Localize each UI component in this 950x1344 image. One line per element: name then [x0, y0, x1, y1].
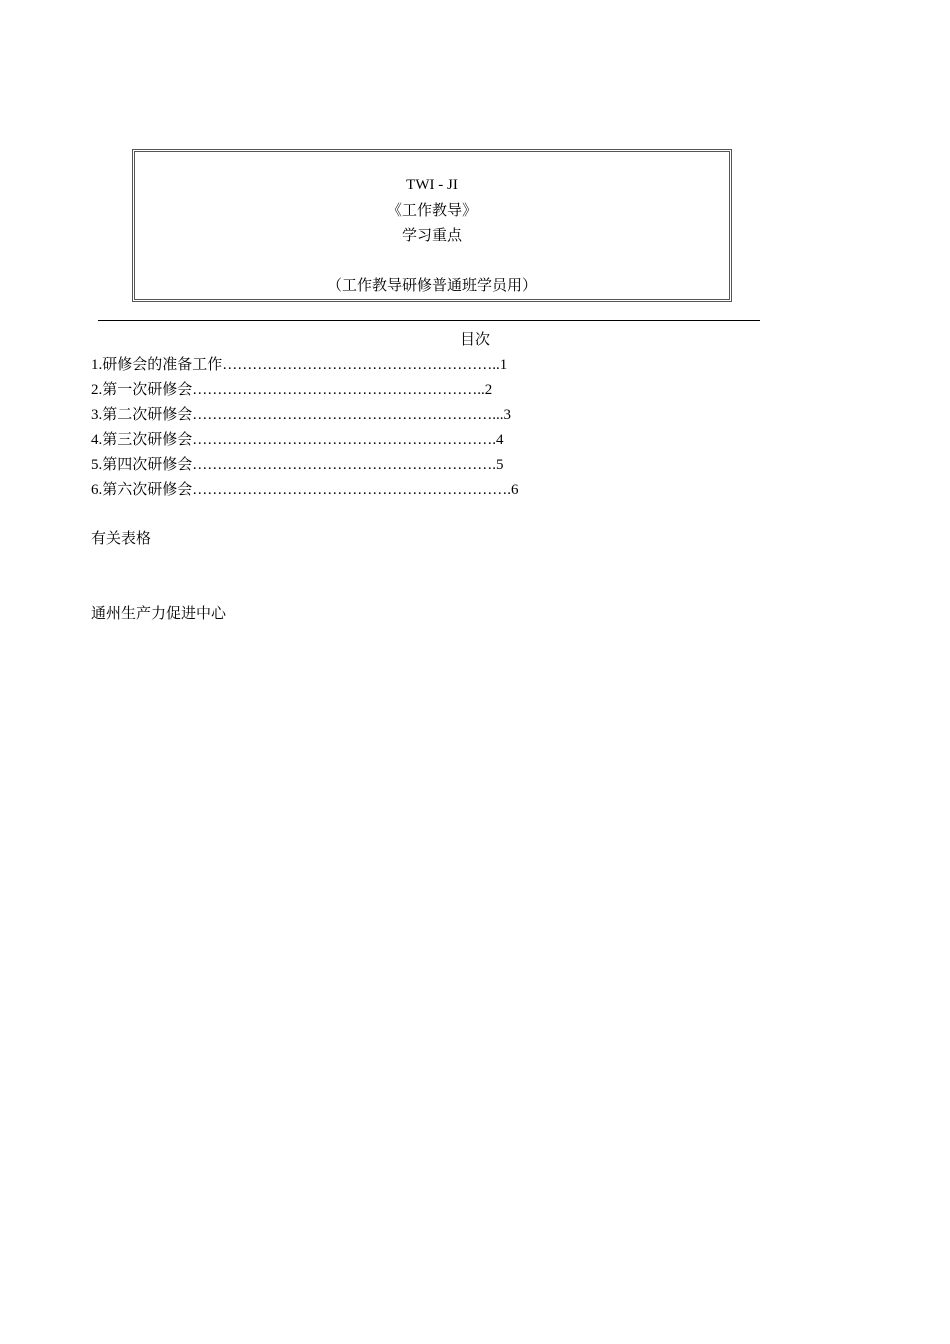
- toc-leader-dots: …………………………………………………….: [192, 457, 497, 473]
- toc-entry-number: 5.: [91, 457, 103, 473]
- toc-entry-label: 研修会的准备工作: [102, 355, 223, 373]
- toc-entry-number: 1.: [91, 357, 103, 373]
- toc-entry-number: 2.: [91, 382, 103, 398]
- toc-entry-label: 第一次研修会: [102, 380, 193, 398]
- course-code: TWI - JI: [406, 177, 458, 193]
- horizontal-divider: [98, 320, 760, 321]
- toc-page-number: 5: [496, 457, 504, 473]
- toc-entry-label: 第二次研修会: [102, 405, 193, 423]
- toc-page-number: 3: [503, 407, 512, 423]
- toc-leader-dots: ……………………………………………………….: [192, 482, 512, 498]
- toc-entry-number: 4.: [91, 432, 103, 448]
- toc-leader-dots: …………………………………………………….: [192, 432, 497, 448]
- toc-leader-dots: ………………………………………………..: [222, 357, 500, 373]
- toc-entry-label: 第四次研修会: [102, 455, 193, 473]
- toc-entry-5[interactable]: [91, 454, 504, 475]
- course-subtitle: 学习重点: [401, 226, 462, 244]
- audience-note: （工作教导研修普通班学员用）: [326, 276, 537, 294]
- organization-name: 通州生产力促进中心: [91, 604, 227, 622]
- toc-entry-label: 第六次研修会: [102, 480, 193, 498]
- toc-entry-number: 6.: [91, 482, 103, 498]
- toc-entry-6[interactable]: [91, 479, 519, 500]
- toc-leader-dots: ……………………………………………………...: [192, 407, 504, 423]
- toc-page-number: 6: [511, 482, 519, 498]
- toc-page-number: 2: [484, 382, 493, 398]
- toc-entry-1[interactable]: [91, 354, 507, 375]
- related-forms-heading: 有关表格: [91, 529, 152, 547]
- toc-page-number: 4: [496, 432, 504, 448]
- toc-entry-label: 第三次研修会: [102, 430, 193, 448]
- toc-heading: 目次: [459, 330, 490, 348]
- toc-entry-number: 3.: [91, 407, 103, 423]
- course-title: 《工作教导》: [386, 201, 477, 219]
- cover-title-box: [132, 149, 732, 302]
- toc-leader-dots: …………………………………………………..: [192, 382, 485, 398]
- toc-entry-2[interactable]: [91, 379, 492, 400]
- toc-entry-3[interactable]: [91, 404, 511, 425]
- toc-entry-4[interactable]: [91, 429, 504, 450]
- toc-page-number: 1: [499, 357, 508, 373]
